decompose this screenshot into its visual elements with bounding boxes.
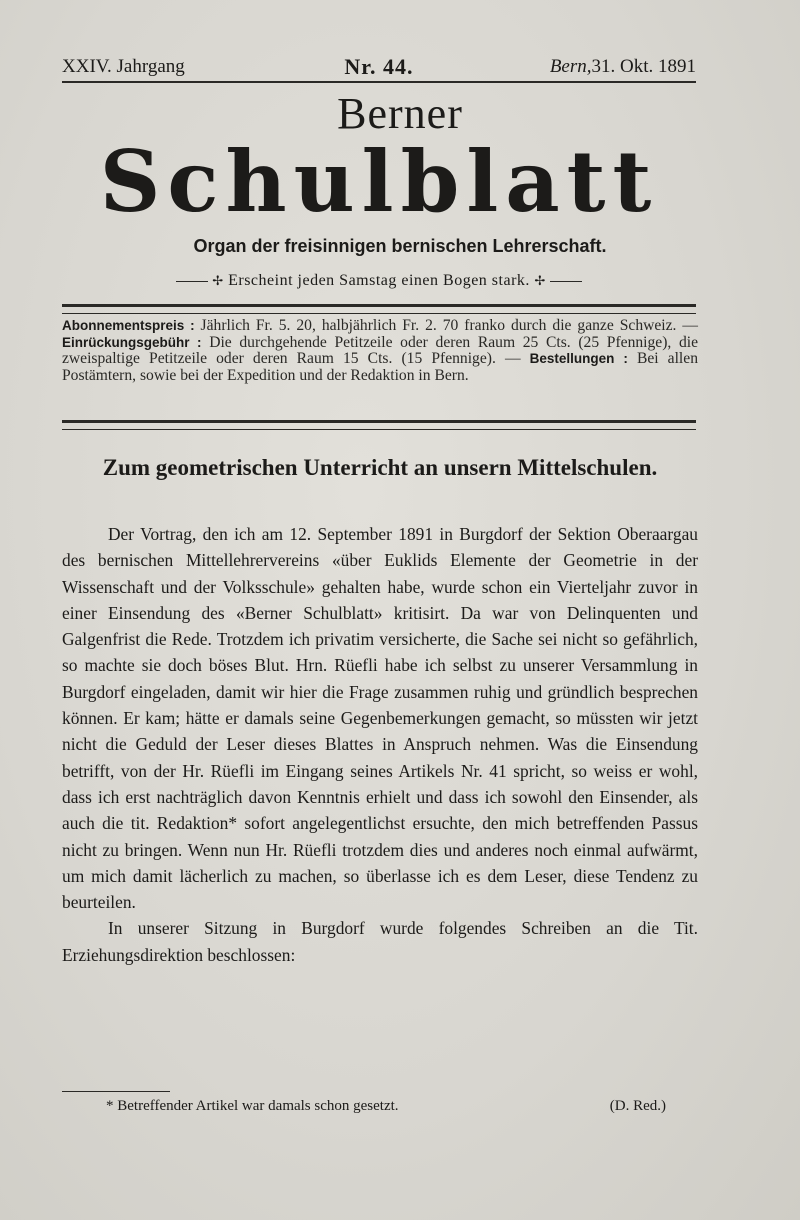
issue-number: Nr. 44. [344, 54, 414, 79]
volume-label: XXIV. Jahrgang [62, 56, 185, 77]
subscription-label: Abonnementspreis : [62, 318, 195, 333]
masthead-rule [62, 81, 696, 83]
rule-above-subscription [62, 304, 696, 314]
date: 31. Okt. 1891 [591, 56, 696, 77]
footnote-rule [62, 1091, 170, 1092]
article-paragraph-1: Der Vortrag, den ich am 12. September 1891 in Burgdorf der Sektion Oberaargau des bernischen Mittellehrervereins «über Euklids Elemente der Geometrie in der Wissenschaft und der Volksschule» gehalten habe, wurde schon ein Vierteljahr zuvor in einer Einsendung des «Berner Schulblatt» kritisirt. Da war von Delinquenten und Galgenfrist die Rede. Trotzdem ich privatim versicherte, die Sache sei nicht so gefährlich, so machte sie doch böses Blut. Hrn. Rüefli habe ich selbst zu unserer Versammlung in Burgdorf eingeladen, damit wir hier die Frage zusammen ruhig und gründlich besprechen können. Er kam; hätte er damals seine Gegenbemerkungen gemacht, so müssten wir jetzt nicht die Geduld der Leser dieses Blattes in Anspruch nehmen. Was die Einsendung betrifft, von der Hr. Rüefli im Eingang seines Artikels Nr. 41 spricht, so weiss er wohl, dass ich erst nachträglich davon Kenntnis erhielt und dass ich sowohl den Einsender, als auch die tit. Redaktion* sofort angelegentlichst ersuchte, den mich betreffenden Passus nicht zu bringen. Wenn nun Hr. Rüefli trotzdem dies und anderes noch einmal aufwärmt, um mich damit lächerlich zu machen, so überlasse ich es dem Leser, diese Tendenz zu beurteilen. [62, 524, 698, 913]
frequency-text: Erscheint jeden Samstag einen Bogen stark. [228, 272, 530, 289]
article-paragraph-2: In unserer Sitzung in Burgdorf wurde folgendes Schreiben an die Tit. Erziehungsdirektion beschlossen: [62, 918, 698, 965]
footnote-attribution: (D. Red.) [609, 1098, 666, 1114]
footnote [106, 1098, 666, 1115]
place-date [550, 56, 696, 78]
ornament-right-icon: ✢ [534, 273, 546, 288]
ornament-left-icon: ✢ [212, 273, 224, 288]
title-schulblatt: Schulblatt [99, 132, 659, 231]
orders-label: Bestellungen : [529, 351, 628, 367]
article-body [62, 521, 698, 968]
title-berner: Berner [337, 89, 463, 138]
orders-text: Bei allen Postämtern, sowie bei der Expedition und der Redaktion in Bern. [62, 350, 698, 384]
footnote-text: * Betreffender Artikel war damals schon gesetzt. [106, 1098, 399, 1114]
rule-below-subscription [62, 420, 696, 430]
publication-frequency [62, 272, 696, 290]
subscription-text: Jährlich Fr. 5. 20, halbjährlich Fr. 2. 70 franko durch die ganze Schweiz. — [200, 317, 698, 334]
insertion-fee-text: Die durchgehende Petitzeile oder deren Raum 25 Cts. (25 Pfennige), die zweispaltige Petitzeile oder deren Raum 15 Cts. (15 Pfennige). — [62, 333, 699, 368]
masthead-line [62, 52, 696, 82]
subtitle: Organ der freisinnigen bernischen Lehrerschaft. [193, 236, 607, 256]
place: Bern, [549, 56, 592, 77]
insertion-fee-label: Einrückungsgebühr : [62, 334, 202, 350]
article-title: Zum geometrischen Unterricht an unsern Mittelschulen. [102, 455, 658, 480]
ornament-dash-right [550, 281, 582, 282]
subscription-info [62, 318, 698, 384]
ornament-dash-left [176, 281, 208, 282]
